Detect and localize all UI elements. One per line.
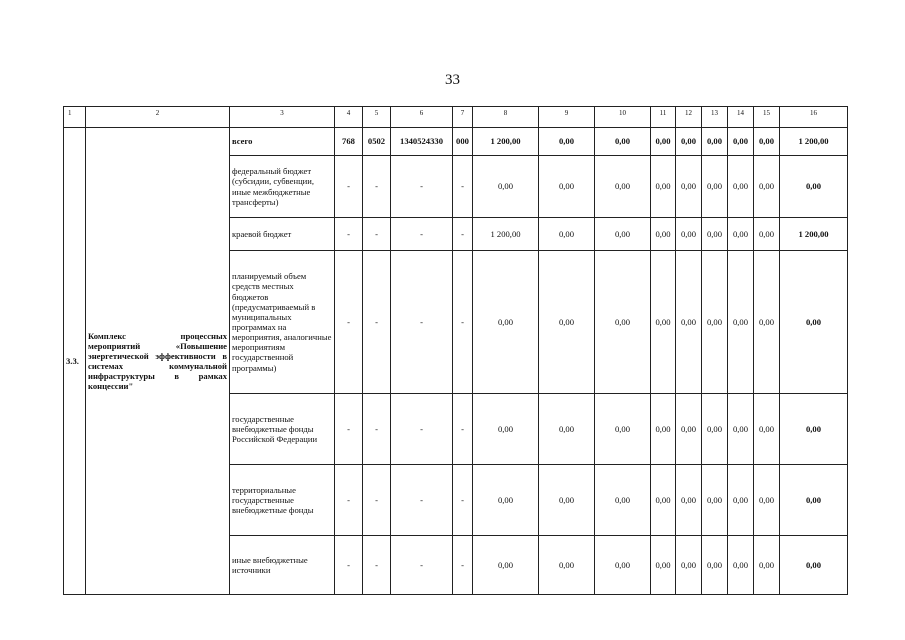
header-cell: 12 [676,107,702,128]
cell-c8: 0,00 [473,156,539,218]
cell-c16: 0,00 [780,394,848,465]
cell-c12: 0,00 [676,536,702,595]
item-number: 3.3. [64,128,86,595]
cell-c15: 0,00 [754,536,780,595]
header-cell: 11 [651,107,676,128]
funding-source: краевой бюджет [230,218,335,251]
cell-c4: - [335,465,363,536]
header-cell: 8 [473,107,539,128]
cell-c16: 1 200,00 [780,218,848,251]
cell-c13: 0,00 [702,465,728,536]
cell-c11: 0,00 [651,465,676,536]
cell-c12: 0,00 [676,128,702,156]
cell-c6: - [391,536,453,595]
cell-c14: 0,00 [728,465,754,536]
cell-c9: 0,00 [539,465,595,536]
cell-c8: 0,00 [473,394,539,465]
cell-c8: 1 200,00 [473,218,539,251]
cell-c11: 0,00 [651,536,676,595]
cell-c15: 0,00 [754,465,780,536]
table-row-total [64,128,848,156]
header-cell: 2 [86,107,230,128]
cell-c14: 0,00 [728,218,754,251]
cell-c4: - [335,218,363,251]
header-cell: 16 [780,107,848,128]
header-cell: 5 [363,107,391,128]
budget-table [63,106,848,595]
cell-c4: - [335,251,363,394]
header-cell: 6 [391,107,453,128]
cell-c15: 0,00 [754,251,780,394]
cell-c4: - [335,536,363,595]
cell-c4: - [335,394,363,465]
cell-c14: 0,00 [728,128,754,156]
header-cell: 15 [754,107,780,128]
cell-c11: 0,00 [651,218,676,251]
cell-c7: - [453,156,473,218]
cell-c13: 0,00 [702,218,728,251]
cell-c13: 0,00 [702,536,728,595]
header-cell: 7 [453,107,473,128]
cell-c9: 0,00 [539,394,595,465]
header-cell: 9 [539,107,595,128]
cell-c12: 0,00 [676,251,702,394]
header-cell: 1 [64,107,86,128]
cell-c16: 0,00 [780,156,848,218]
cell-c4: - [335,156,363,218]
cell-c13: 0,00 [702,128,728,156]
cell-c5: - [363,218,391,251]
cell-c10: 0,00 [595,465,651,536]
header-cell: 3 [230,107,335,128]
cell-c16: 1 200,00 [780,128,848,156]
cell-c10: 0,00 [595,251,651,394]
header-cell: 13 [702,107,728,128]
cell-c5: - [363,536,391,595]
cell-c14: 0,00 [728,156,754,218]
funding-source: иные внебюджетные источники [230,536,335,595]
funding-source: планируемый объем средств местных бюджетов (предусматриваемый в муниципальных программах на мероприятия, аналогичные мероприятиям государственной программы) [230,251,335,394]
cell-c11: 0,00 [651,128,676,156]
cell-c13: 0,00 [702,156,728,218]
cell-c12: 0,00 [676,465,702,536]
cell-c6: - [391,156,453,218]
cell-c7: - [453,218,473,251]
cell-c16: 0,00 [780,536,848,595]
cell-c6: - [391,394,453,465]
cell-c11: 0,00 [651,251,676,394]
cell-c5: - [363,465,391,536]
cell-c8: 0,00 [473,536,539,595]
cell-c15: 0,00 [754,394,780,465]
cell-c7: - [453,536,473,595]
cell-c11: 0,00 [651,156,676,218]
header-cell: 14 [728,107,754,128]
cell-c15: 0,00 [754,156,780,218]
cell-c14: 0,00 [728,536,754,595]
cell-c14: 0,00 [728,251,754,394]
cell-c10: 0,00 [595,218,651,251]
cell-c8: 0,00 [473,251,539,394]
cell-c13: 0,00 [702,394,728,465]
cell-c6: 1340524330 [391,128,453,156]
cell-c12: 0,00 [676,394,702,465]
cell-c10: 0,00 [595,394,651,465]
header-row [64,107,848,128]
cell-c16: 0,00 [780,251,848,394]
cell-c9: 0,00 [539,218,595,251]
cell-c14: 0,00 [728,394,754,465]
cell-c10: 0,00 [595,156,651,218]
cell-c8: 0,00 [473,465,539,536]
page-number: 33 [445,72,460,88]
header-cell: 10 [595,107,651,128]
cell-c12: 0,00 [676,218,702,251]
header-cell: 4 [335,107,363,128]
cell-c15: 0,00 [754,128,780,156]
cell-c9: 0,00 [539,536,595,595]
cell-c12: 0,00 [676,156,702,218]
funding-source: государственные внебюджетные фонды Российской Федерации [230,394,335,465]
cell-c16: 0,00 [780,465,848,536]
cell-c5: - [363,156,391,218]
cell-c11: 0,00 [651,394,676,465]
cell-c6: - [391,218,453,251]
funding-source: всего [230,128,335,156]
cell-c9: 0,00 [539,251,595,394]
cell-c15: 0,00 [754,218,780,251]
cell-c7: - [453,251,473,394]
funding-source: федеральный бюджет (субсидии, субвенции, иные межбюджетные трансферты) [230,156,335,218]
cell-c7: 000 [453,128,473,156]
funding-source: территориальные государственные внебюджетные фонды [230,465,335,536]
cell-c4: 768 [335,128,363,156]
cell-c7: - [453,394,473,465]
cell-c7: - [453,465,473,536]
cell-c6: - [391,465,453,536]
cell-c9: 0,00 [539,156,595,218]
item-name: Комплекс процессных мероприятий «Повышение энергетической эффективности в системах коммунальной инфраструктуры в рамках концессии" [86,128,230,595]
cell-c6: - [391,251,453,394]
cell-c9: 0,00 [539,128,595,156]
cell-c10: 0,00 [595,128,651,156]
cell-c5: - [363,251,391,394]
cell-c8: 1 200,00 [473,128,539,156]
cell-c13: 0,00 [702,251,728,394]
cell-c5: - [363,394,391,465]
cell-c5: 0502 [363,128,391,156]
cell-c10: 0,00 [595,536,651,595]
